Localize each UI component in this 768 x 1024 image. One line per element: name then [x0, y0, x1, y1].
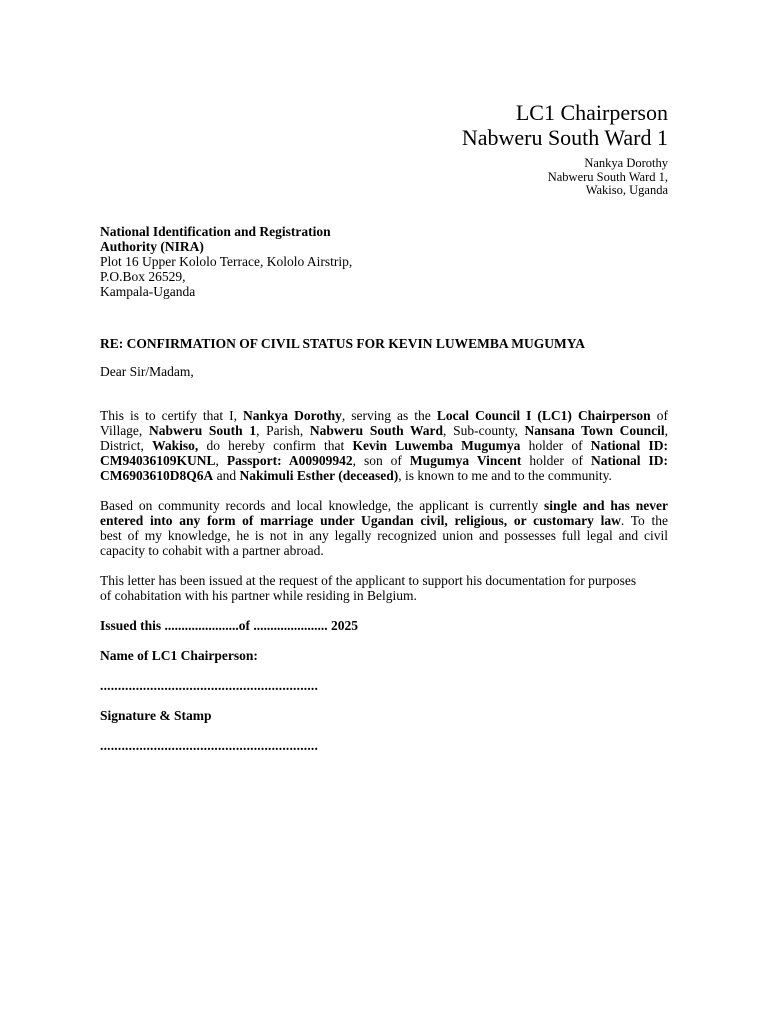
father-national-id: CM6903610D8Q6A [100, 467, 214, 483]
recipient-org-line1: National Identification and Registration [100, 223, 331, 239]
applicant-name: Kevin Luwemba Mugumya [352, 437, 521, 453]
subcounty-name: Nansana Town Council [524, 422, 665, 438]
sender-name: Nankya Dorothy [584, 156, 668, 170]
sender-address-line1: Nabweru South Ward 1, [547, 169, 668, 184]
national-id-label: National ID: [590, 437, 668, 453]
letter-page [100, 100, 668, 753]
signature-stamp-label: Signature & Stamp [100, 707, 212, 723]
applicant-national-id: CM94036109KUNL [100, 452, 216, 468]
mother-name: Nakimuli Esther (deceased) [239, 467, 399, 483]
marital-status-statement: single and has never [543, 497, 668, 513]
chairperson-role: Local Council I (LC1) Chairperson [436, 407, 651, 423]
father-name: Mugumya Vincent [409, 452, 522, 468]
paragraph1-line5 [100, 468, 668, 483]
letterhead-title-line1: LC1 Chairperson [515, 100, 668, 125]
text-run: Based on community records and local knowledge, the applicant is currently [100, 497, 544, 513]
text-run: holder of [521, 452, 592, 468]
paragraph3-line2: of cohabitation with his partner while residing in Belgium. [100, 587, 417, 603]
letterhead-title [100, 100, 668, 150]
parish-name: Nabweru South Ward [309, 422, 444, 438]
salutation: Dear Sir/Madam, [100, 363, 194, 379]
text-run: , [215, 452, 227, 468]
text-run: , Parish, [256, 422, 310, 438]
district-name: Wakiso, [152, 437, 199, 453]
issue-date-line: Issued this ......................of ...................... 2025 [100, 617, 359, 633]
paragraph1-line3 [100, 438, 668, 453]
paragraph2-line1 [100, 498, 668, 513]
chairperson-name-label: Name of LC1 Chairperson: [100, 647, 258, 663]
paragraph1-line2 [100, 423, 668, 438]
national-id-label: National ID: [591, 452, 669, 468]
text-run: This is to certify that I, [100, 407, 244, 423]
text-run: , Sub-county, [443, 422, 525, 438]
recipient-address [100, 224, 668, 299]
paragraph2-line4: capacity to cohabit with a partner abroad. [100, 542, 324, 558]
paragraph1-line4 [100, 453, 668, 468]
sender-address [100, 157, 668, 198]
text-run: . To the [620, 512, 668, 528]
text-run: District, [100, 437, 153, 453]
text-run: of [650, 407, 668, 423]
letterhead-title-line2: Nabweru South Ward 1 [461, 125, 668, 150]
text-run: do hereby confirm that [198, 437, 353, 453]
paragraph2-line2 [100, 513, 668, 528]
village-name: Nabweru South 1 [148, 422, 257, 438]
recipient-address-line1: Plot 16 Upper Kololo Terrace, Kololo Airstrip, [100, 253, 353, 269]
marital-status-statement: entered into any form of marriage under Ugandan civil, religious, or customary law [100, 512, 621, 528]
text-run: , is known to me and to the community. [398, 467, 612, 483]
subject-line: RE: CONFIRMATION OF CIVIL STATUS FOR KEVIN LUWEMBA MUGUMYA [100, 335, 586, 351]
civil-status-paragraph [100, 498, 668, 558]
text-run: , [664, 422, 668, 438]
text-run: and [213, 467, 240, 483]
signature-stamp-blank: ............................................................. [100, 737, 319, 753]
text-run: , serving as the [341, 407, 437, 423]
recipient-org-line2: Authority (NIRA) [100, 238, 204, 254]
text-run: , son of [352, 452, 410, 468]
paragraph1-line1 [100, 408, 668, 423]
recipient-address-line2: P.O.Box 26529, [100, 268, 186, 284]
text-run: Village, [100, 422, 149, 438]
recipient-address-line3: Kampala-Uganda [100, 283, 196, 299]
paragraph3-line1: This letter has been issued at the request of the applicant to support his documentation for purposes [100, 572, 637, 588]
chairperson-name: Nankya Dorothy [243, 407, 342, 423]
chairperson-name-blank: ............................................................. [100, 677, 319, 693]
certification-paragraph [100, 408, 668, 483]
paragraph2-line3: best of my knowledge, he is not in any legally recognized union and possesses full legal and civil [100, 527, 668, 543]
applicant-passport: Passport: A00909942 [226, 452, 353, 468]
text-run: holder of [520, 437, 591, 453]
sender-address-line2: Wakiso, Uganda [585, 183, 668, 197]
purpose-paragraph [100, 573, 668, 603]
